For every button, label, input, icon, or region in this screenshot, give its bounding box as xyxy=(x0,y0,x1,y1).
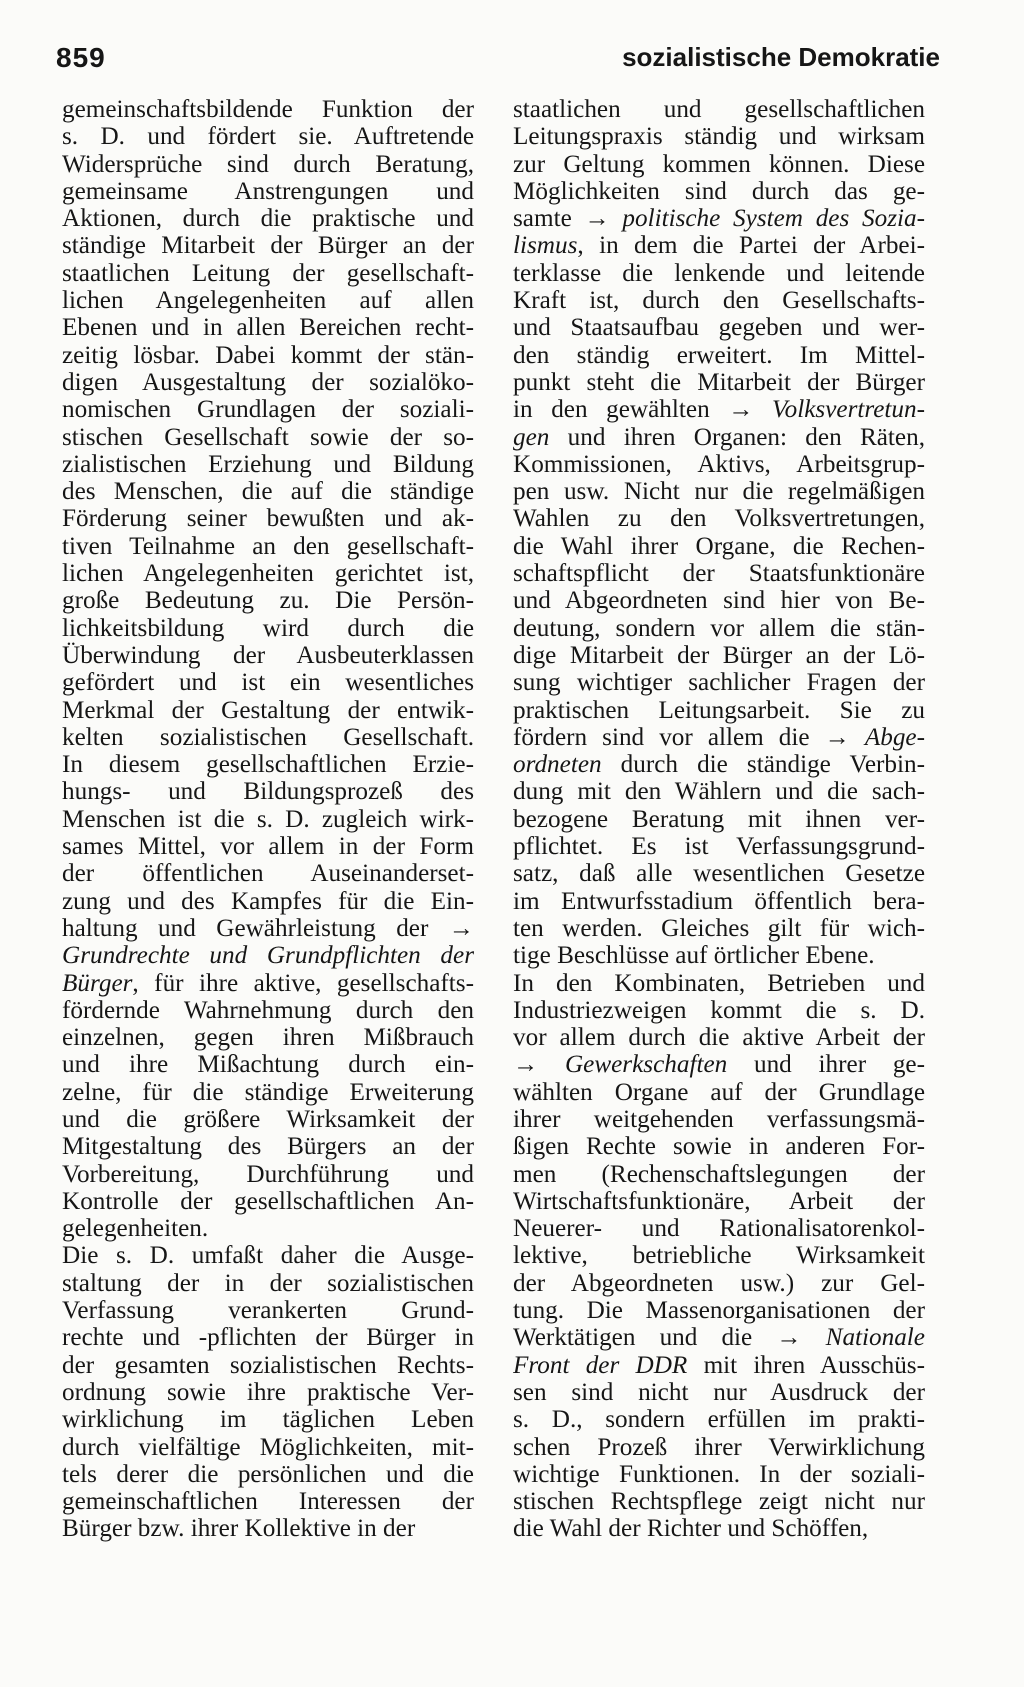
text-line: die Wahl ihrer Organe, die Rechen- xyxy=(513,532,925,560)
text-line: fördernde Wahrnehmung durch den xyxy=(62,996,474,1024)
text-line: schaftspflicht der Staatsfunktionäre xyxy=(513,560,925,588)
text-line: Kraft ist, durch den Gesellschafts- xyxy=(513,287,925,315)
text-line: Grundrechte und Grundpflichten der xyxy=(62,942,474,970)
text-line: zialistischen Erziehung und Bildung xyxy=(62,450,474,478)
text-line: zung und des Kampfes für die Ein- xyxy=(62,887,474,915)
text-line: In diesem gesellschaftlichen Erzie- xyxy=(62,751,474,779)
text-line: des Menschen, die auf die ständige xyxy=(62,478,474,506)
running-head: sozialistische Demokratie xyxy=(622,42,940,72)
text-line: gemeinsame Anstrengungen und xyxy=(62,177,474,205)
text-line: gelegenheiten. xyxy=(62,1215,209,1243)
text-line: In den Kombinaten, Betrieben und xyxy=(513,969,925,997)
text-line: Aktionen, durch die praktische und xyxy=(62,205,474,233)
text-line: einzelnen, gegen ihren Mißbrauch xyxy=(62,1024,474,1052)
text-line: Kontrolle der gesellschaftlichen An- xyxy=(62,1187,474,1215)
text-line: pen usw. Nicht nur die regelmäßigen xyxy=(513,478,925,506)
text-line: tels derer die persönlichen und die xyxy=(62,1460,474,1488)
text-line: wirklichung im täglichen Leben xyxy=(62,1406,474,1434)
right-column xyxy=(513,96,925,1543)
text-line: und Staatsaufbau gegeben und wer- xyxy=(513,314,925,342)
text-line: durch vielfältige Möglichkeiten, mit- xyxy=(62,1433,474,1461)
text-line: wählten Organe auf der Grundlage xyxy=(513,1078,925,1106)
text-line: Bürger bzw. ihrer Kollektive in der xyxy=(62,1515,416,1543)
text-line: ihrer weitgehenden verfassungsmä- xyxy=(513,1105,925,1133)
text-line: und ihre Mißachtung durch ein- xyxy=(62,1051,474,1079)
text-line: ständige Mitarbeit der Bürger an der xyxy=(62,232,474,260)
text-line: digen Ausgestaltung der sozialöko- xyxy=(62,368,474,396)
text-line: Kommissionen, Aktivs, Arbeitsgrup- xyxy=(513,450,925,478)
page-number: 859 xyxy=(56,42,106,73)
text-line: zelne, für die ständige Erweiterung xyxy=(62,1078,474,1106)
text-line: tige Beschlüsse auf örtlicher Ebene. xyxy=(513,942,875,970)
text-line: Neuerer- und Rationalisatorenkol- xyxy=(513,1215,925,1243)
text-line: Überwindung der Ausbeuterklassen xyxy=(62,641,474,669)
text-line: Möglichkeiten sind durch das ge- xyxy=(513,177,925,205)
text-line: lichen Angelegenheiten auf allen xyxy=(62,287,474,315)
text-line: Mitgestaltung des Bürgers an der xyxy=(62,1133,474,1161)
text-line: s. D., sondern erfüllen im prakti- xyxy=(513,1406,925,1434)
text-line: Verfassung verankerten Grund- xyxy=(62,1297,474,1325)
text-line: zeitig lösbar. Dabei kommt der stän- xyxy=(62,341,474,369)
text-line: Industriezweigen kommt die s. D. xyxy=(513,996,925,1024)
text-line: staatlichen und gesellschaftlichen xyxy=(513,96,925,123)
text-line: kelten sozialistischen Gesellschaft. xyxy=(62,723,474,751)
text-line: Werktätigen und die → Nationale xyxy=(513,1324,925,1352)
text-line: gemeinschaftsbildende Funktion der xyxy=(62,96,474,123)
text-line: ordnung sowie ihre praktische Ver- xyxy=(62,1378,474,1406)
text-line: s. D. und fördert sie. Auftretende xyxy=(62,123,474,151)
text-line: punkt steht die Mitarbeit der Bürger xyxy=(513,368,925,396)
text-line: nomischen Grundlagen der soziali- xyxy=(62,396,474,424)
text-line: terklasse die lenkende und leitende xyxy=(513,259,925,287)
text-line: men (Rechenschaftslegungen der xyxy=(513,1160,925,1188)
text-line: bezogene Beratung mit ihnen ver- xyxy=(513,805,925,833)
text-line: gefördert und ist ein wesentliches xyxy=(62,669,474,697)
text-line: Wahlen zu den Volksvertretungen, xyxy=(513,505,925,533)
text-line: Front der DDR mit ihren Ausschüs- xyxy=(513,1351,925,1379)
text-line: satz, daß alle wesentlichen Gesetze xyxy=(513,860,925,888)
text-line: und die größere Wirksamkeit der xyxy=(62,1105,474,1133)
text-line: → Gewerkschaften und ihrer ge- xyxy=(513,1051,925,1079)
text-line: Menschen ist die s. D. zugleich wirk- xyxy=(62,805,474,833)
text-line: gemeinschaftlichen Interessen der xyxy=(62,1488,474,1516)
text-line: lichkeitsbildung wird durch die xyxy=(62,614,474,642)
text-line: in den gewählten → Volksvertretun- xyxy=(513,396,925,424)
text-line: lismus, in dem die Partei der Arbei- xyxy=(513,232,925,260)
text-line: Leitungspraxis ständig und wirksam xyxy=(513,123,925,151)
text-line: gen und ihren Organen: den Räten, xyxy=(513,423,925,451)
text-line: dung mit den Wählern und die sach- xyxy=(513,778,925,806)
text-line: schen Prozeß ihrer Verwirklichung xyxy=(513,1433,925,1461)
text-line: große Bedeutung zu. Die Persön- xyxy=(62,587,474,615)
text-line: Merkmal der Gestaltung der entwik- xyxy=(62,696,474,724)
text-line: lichen Angelegenheiten gerichtet ist, xyxy=(62,560,474,588)
text-line: ßigen Rechte sowie in anderen For- xyxy=(513,1133,925,1161)
text-line: rechte und -pflichten der Bürger in xyxy=(62,1324,474,1352)
text-line: vor allem durch die aktive Arbeit der xyxy=(513,1024,925,1052)
text-line: lektive, betriebliche Wirksamkeit xyxy=(513,1242,925,1270)
text-line: stischen Rechtspflege zeigt nicht nur xyxy=(513,1488,925,1516)
text-line: sung wichtiger sachlicher Fragen der xyxy=(513,669,925,697)
text-line: samte → politische System des Sozia- xyxy=(513,205,925,233)
text-line: dige Mitarbeit der Bürger an der Lö- xyxy=(513,641,925,669)
text-line: Ebenen und in allen Bereichen recht- xyxy=(62,314,474,342)
text-line: Bürger, für ihre aktive, gesellschafts- xyxy=(62,969,474,997)
text-line: Wirtschaftsfunktionäre, Arbeit der xyxy=(513,1187,925,1215)
text-line: Vorbereitung, Durchführung und xyxy=(62,1160,474,1188)
text-line: der Abgeordneten usw.) zur Gel- xyxy=(513,1269,925,1297)
text-line: sames Mittel, vor allem in der Form xyxy=(62,833,474,861)
text-line: haltung und Gewährleistung der → xyxy=(62,914,474,942)
text-line: wichtige Funktionen. In der soziali- xyxy=(513,1460,925,1488)
text-line: sen sind nicht nur Ausdruck der xyxy=(513,1378,925,1406)
text-line: Widersprüche sind durch Beratung, xyxy=(62,150,474,178)
text-line: hungs- und Bildungsprozeß des xyxy=(62,778,474,806)
text-line: pflichtet. Es ist Verfassungsgrund- xyxy=(513,833,925,861)
text-line: deutung, sondern vor allem die stän- xyxy=(513,614,925,642)
text-line: tung. Die Massenorganisationen der xyxy=(513,1297,925,1325)
text-line: zur Geltung kommen können. Diese xyxy=(513,150,925,178)
text-line: fördern sind vor allem die → Abge- xyxy=(513,723,925,751)
text-line: staltung der in der sozialistischen xyxy=(62,1269,474,1297)
text-line: im Entwurfsstadium öffentlich bera- xyxy=(513,887,925,915)
text-line: stischen Gesellschaft sowie der so- xyxy=(62,423,474,451)
text-line: staatlichen Leitung der gesellschaft- xyxy=(62,259,474,287)
text-line: tiven Teilnahme an den gesellschaft- xyxy=(62,532,474,560)
text-line: ordneten durch die ständige Verbin- xyxy=(513,751,925,779)
text-line: ten werden. Gleiches gilt für wich- xyxy=(513,914,925,942)
text-line: praktischen Leitungsarbeit. Sie zu xyxy=(513,696,925,724)
text-line: Die s. D. umfaßt daher die Ausge- xyxy=(62,1242,474,1270)
text-line: und Abgeordneten sind hier von Be- xyxy=(513,587,925,615)
text-line: der gesamten sozialistischen Rechts- xyxy=(62,1351,474,1379)
text-line: Förderung seiner bewußten und ak- xyxy=(62,505,474,533)
left-column xyxy=(62,96,474,1543)
text-line: die Wahl der Richter und Schöffen, xyxy=(513,1515,869,1543)
text-line: den ständig erweitert. Im Mittel- xyxy=(513,341,925,369)
text-line: der öffentlichen Auseinanderset- xyxy=(62,860,474,888)
